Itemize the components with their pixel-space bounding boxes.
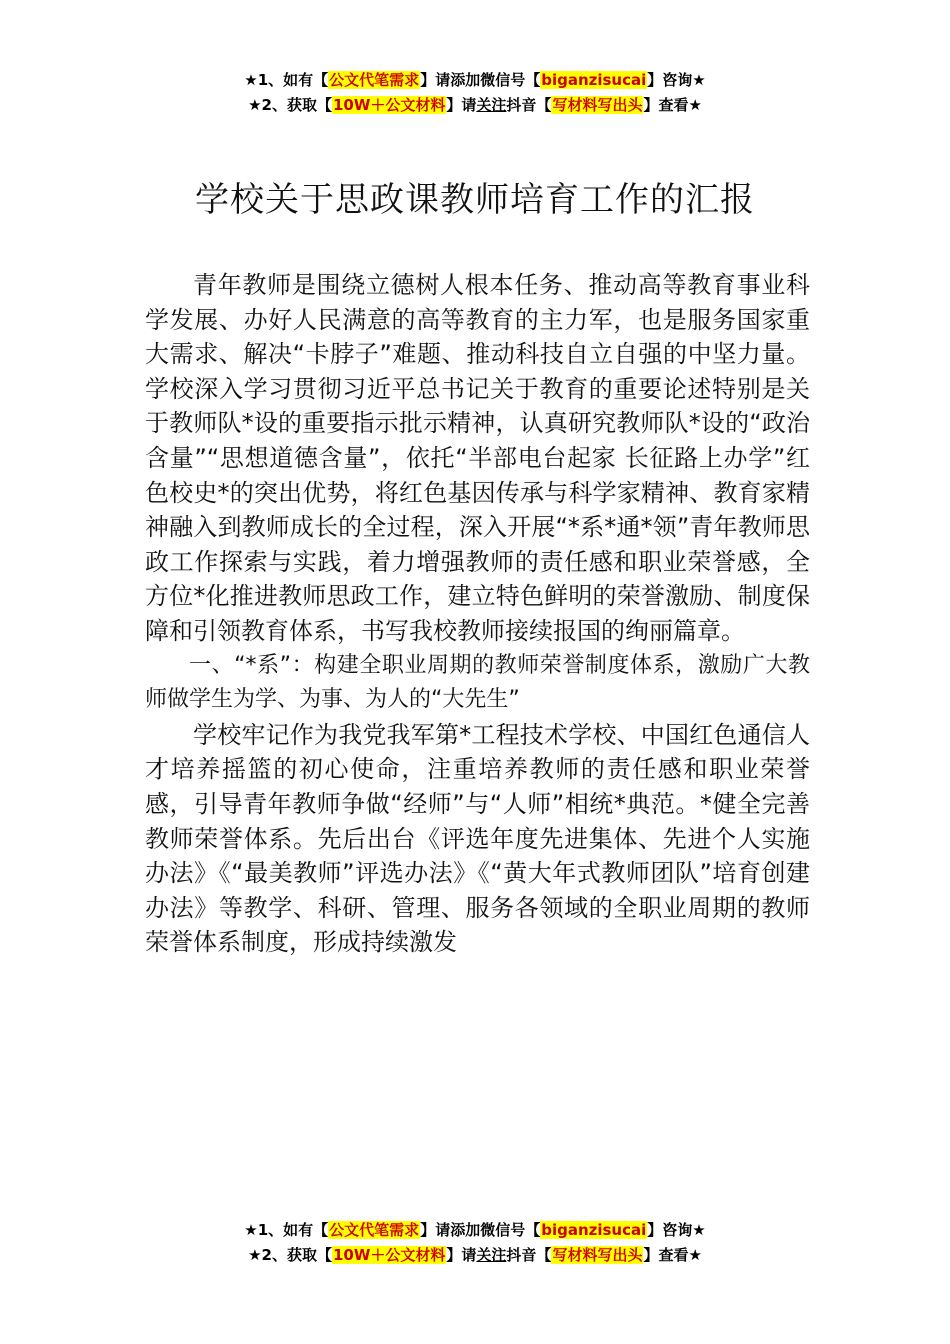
promo-highlight: 写材料写出头 <box>552 96 643 114</box>
promo-text: 抖音【 <box>506 96 552 114</box>
promo-highlight: 写材料写出头 <box>552 1246 643 1264</box>
body-paragraph: 青年教师是围绕立德树人根本任务、推动高等教育事业科学发展、办好人民满意的高等教育的主力军，也是服务国家重大需求、解决“卡脖子”难题、推动科技自立自强的中坚力量。学校深入学习贯彻习近平总书记关于教育的重要论述特别是关于教师队*设的重要指示批示精神，认真研究教师队*设的“政治含量”“思想道德含量”，依托“半部电台起家 长征路上办学”红色校史*的突出优势，将红色基因传承与科学家精神、教育家精神融入到教师成长的全过程，深入开展“*系*通*领”青年教师思政工作探索与实践，着力增强教师的责任感和职业荣誉感，全方位*化推进教师思政工作，建立特色鲜明的荣誉激励、制度保障和引领教育体系，书写我校教师接续报国的绚丽篇章。 <box>145 271 810 645</box>
promo-text: 】咨询★ <box>647 71 706 89</box>
promo-text: ★1、如有【 <box>244 1221 329 1239</box>
document-title: 学校关于思政课教师培育工作的汇报 <box>195 180 755 220</box>
document-body <box>145 268 810 960</box>
promo-highlight: biganzisucai <box>541 1221 647 1239</box>
promo-underline: 关注 <box>476 96 507 114</box>
promo-text: 抖音【 <box>506 1246 552 1264</box>
promo-highlight: 10W＋公文材料 <box>332 1246 446 1264</box>
promo-text: ★2、获取【 <box>248 1246 332 1264</box>
promo-highlight: 公文代笔需求 <box>329 1221 420 1239</box>
promo-highlight: biganzisucai <box>541 71 647 89</box>
promo-text: 】咨询★ <box>647 1221 706 1239</box>
promo-line-1 <box>0 68 950 93</box>
promo-text: 】请 <box>446 1246 477 1264</box>
promo-underline: 关注 <box>476 1246 507 1264</box>
promo-highlight: 10W＋公文材料 <box>332 96 446 114</box>
promo-line-2 <box>0 93 950 118</box>
promo-highlight: 公文代笔需求 <box>329 71 420 89</box>
promo-line-1 <box>0 1218 950 1243</box>
promo-line-2 <box>0 1243 950 1268</box>
body-paragraph: 学校牢记作为我党我军第*工程技术学校、中国红色通信人才培养摇篮的初心使命，注重培养教师的责任感和职业荣誉感，引导青年教师争做“经师”与“人师”相统*典范。*健全完善教师荣誉体系。先后出台《评选年度先进集体、先进个人实施办法》《“最美教师”评选办法》《“黄大年式教师团队”培育创建办法》等教学、科研、管理、服务各领域的全职业周期的教师荣誉体系制度，形成持续激发 <box>145 720 810 957</box>
promo-text: 】查看★ <box>643 1246 702 1264</box>
promo-banner-top <box>0 68 950 118</box>
promo-text: 】查看★ <box>643 96 702 114</box>
promo-text: 】请添加微信号【 <box>420 71 541 89</box>
promo-banner-bottom <box>0 1218 950 1268</box>
promo-text: ★2、获取【 <box>248 96 332 114</box>
section-heading: 一、“*系”：构建全职业周期的教师荣誉制度体系，激励广大教师做学生为学、为事、为人的“大先生” <box>145 652 810 713</box>
promo-text: 】请 <box>446 96 477 114</box>
promo-text: 】请添加微信号【 <box>420 1221 541 1239</box>
promo-text: ★1、如有【 <box>244 71 329 89</box>
